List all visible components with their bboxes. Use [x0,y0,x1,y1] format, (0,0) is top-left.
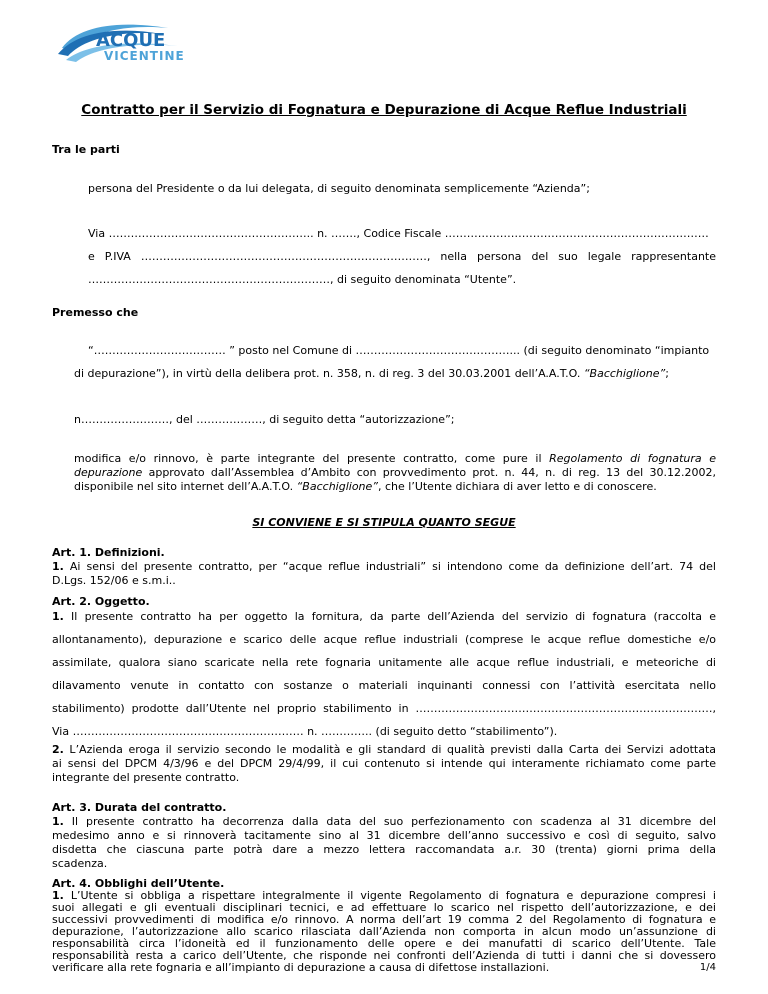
article-4-line-2: suoi allegati e gli eventuali disciplinari tecnici, e ad effettuare lo scarico nel rispetto dell’autorizzazione, e dei [52,901,716,914]
article-3-line-1 [52,815,716,829]
logo-text-vicentine: VICENTINE [104,49,185,63]
premise-c-line-4-end: , che l’Utente dichiara di aver letto e di conoscere. [377,480,657,493]
article-2-point-2-line-1 [52,743,716,757]
article-2-heading: Art. 2. Oggetto. [52,595,150,608]
premise-a-line-3-italic: “Bacchiglione” [583,367,666,380]
article-3-text: Il presente contratto ha decorrenza dalla data del suo perfezionamento con scadenza al 31 dicembre del [63,815,716,828]
article-1-heading: Art. 1. Definizioni. [52,546,165,559]
article-4-line-3: successivi provvedimenti di modifica e/o rinnovo. A norma dell’art 19 comma 2 del Regolamento di fognatura e [52,913,716,926]
party-1-line-2: persona del Presidente o da lui delegata, di seguito denominata semplicemente “Azienda”; [88,182,590,195]
premise-c-line-3-italic: depurazione [74,466,143,479]
premise-c-line-4 [74,480,716,493]
premise-c-line-2 [74,452,716,465]
article-2-point-2-line-3: integrante del presente contratto. [52,771,240,784]
premise-c-line-2-text: modifica e/o rinnovo, è parte integrante del presente contratto, come pure il [74,452,550,465]
article-2-line-4: dilavamento venute in contatto con sostanze o materiali inquinanti connessi con l’attività esercitata nello [52,679,716,692]
premise-c-line-4-italic: “Bacchiglione” [296,480,378,493]
party-2-line-3: e P.IVA ……………………………………………………………………, nella persona del suo legale rappresentante [88,250,716,263]
article-4-heading: Art. 4. Obblighi dell’Utente. [52,877,225,890]
article-1-num: 1. [52,560,64,573]
article-4-line-7: verificare alla rete fognaria e all’impianto di depurazione a causa di difettose installazioni. [52,961,550,974]
article-4-line-5: responsabilità circa l’idoneità ed il funzionamento delle opere e dei manufatti di scarico dell’Utente. Tale [52,937,716,950]
premise-c-line-2-italic: Regolamento di fognatura e [549,452,716,465]
parties-heading: Tra le parti [52,143,120,156]
premise-b-line-2: n……………………, del ………………, di seguito detta “autorizzazione”; [74,413,455,426]
article-1-line-2: D.Lgs. 152/06 e s.m.i.. [52,574,176,587]
party-2-line-2: Via ……………………………………………….. n. ……., Codice Fiscale ……………………………………………………………… [88,227,709,240]
article-1-line-1 [52,560,716,574]
premise-a-line-2: “……………………………… ” posto nel Comune di ……………………………………... (di seguito denominato “impianto [88,344,710,357]
company-logo [58,18,190,74]
article-4-num: 1. [52,889,64,902]
article-2-line-3: assimilate, qualora siano scaricate nella rete fognaria unitamente alle acque reflue industriali, e meteoriche di [52,656,716,669]
article-3-heading: Art. 3. Durata del contratto. [52,801,227,814]
article-2-num-1: 1. [52,610,64,623]
article-2-text-1: Il presente contratto ha per oggetto la fornitura, da parte dell’Azienda del servizio di fognatura (raccolta e [63,610,716,623]
premise-a-line-3 [74,366,716,382]
article-3-line-3: disdetta che ciascuna parte potrà dare a mezzo lettera raccomandata a.r. 30 (trenta) giorni prima della [52,843,716,856]
article-3-line-4: scadenza. [52,857,108,870]
article-2-line-5: stabilimento) prodotte dall’Utente nel proprio stabilimento in ………………………………………………………………………, [52,702,716,715]
article-2-text-2: L’Azienda eroga il servizio secondo le modalità e gli standard di qualità previsti dalla Carta dei Servizi adottata [63,743,716,756]
article-3-num: 1. [52,815,64,828]
premise-c-line-3-text: approvato dall’Assemblea d’Ambito con provvedimento prot. n. 44, n. di reg. 13 del 30.12.2002, [142,466,716,479]
article-2-num-2: 2. [52,743,64,756]
logo-text-acque: ACQUE [96,30,166,51]
premise-c-line-3 [74,466,716,479]
article-2-line-1 [52,609,716,625]
document-title: Contratto per il Servizio di Fognatura e Depurazione di Acque Reflue Industriali [81,102,687,118]
premise-a-line-3-end: ; [665,367,669,380]
premise-c-line-4-text: disponibile nel sito internet dell’A.A.T.O. [74,480,297,493]
article-4-line-6: responsabilità resta a carico dell’Utente, che risponde nei confronti dell’Azienda di tutti i danni che si dovessero [52,949,716,962]
article-2-line-2: allontanamento), depurazione e scarico delle acque reflue industriali (comprese le acque reflue domestiche e/o [52,633,716,646]
article-2-point-2-line-2: ai sensi del DPCM 4/3/96 e del DPCM 29/4/99, il cui contenuto si intende qui interamente richiamato come parte [52,757,716,770]
premise-heading: Premesso che [52,306,139,319]
article-4-text: L’Utente si obbliga a rispettare integralmente il vigente Regolamento di fognatura e depurazione compresi i [63,889,716,902]
page-number: 1/4 [699,962,716,973]
premise-a-line-3-text: di depurazione”), in virtù della delibera prot. n. 358, n. di reg. 3 del 30.03.2001 dell’A.A.T.O. [74,367,584,380]
article-3-line-2: medesimo anno e si rinnoverà tacitamente sino al 31 dicembre dell’anno successivo e così di seguito, salvo [52,829,716,842]
agreement-heading: SI CONVIENE E SI STIPULA QUANTO SEGUE [252,516,516,529]
article-4-line-4: depurazione, l’autorizzazione allo scarico rilasciata dall’Azienda non comporta in alcun modo un’assunzione di [52,925,716,938]
party-2-line-4: …………………………………………………………, di seguito denominata “Utente”. [88,273,517,286]
article-1-text: Ai sensi del presente contratto, per “acque reflue industriali” si intendono come da definizione dell’art. 74 del [63,560,716,573]
article-2-line-6: Via ……………………………………………………… n. ………….. (di seguito detto “stabilimento”). [52,725,558,738]
